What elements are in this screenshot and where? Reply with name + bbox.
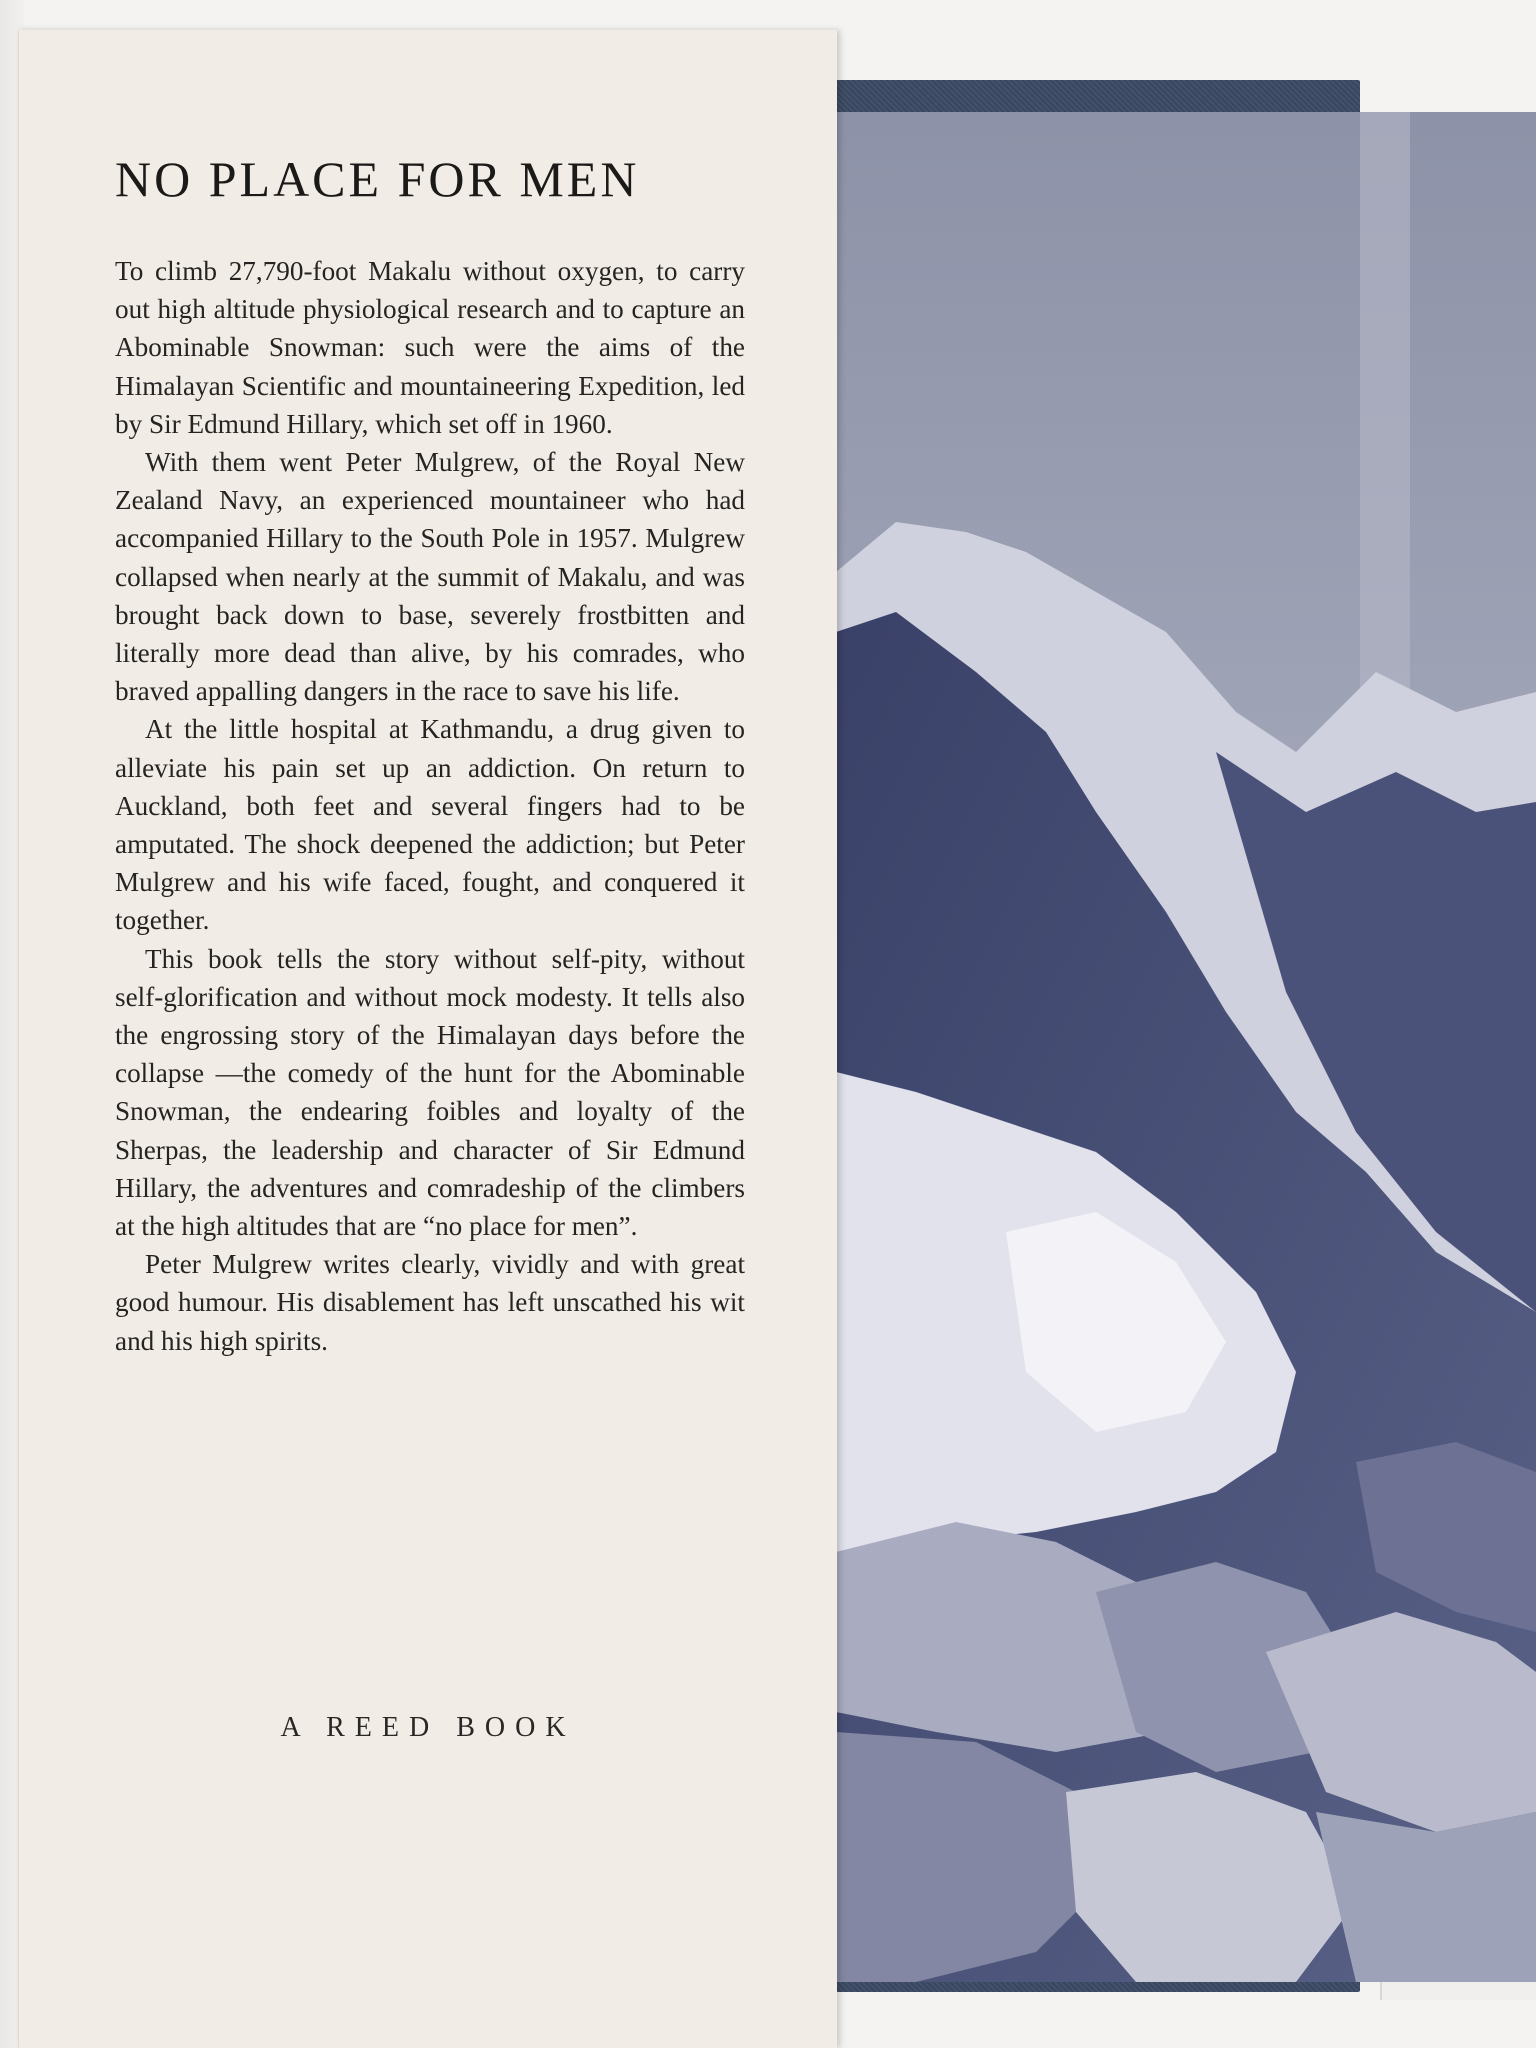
dust-jacket-flap	[18, 30, 837, 2048]
flap-content	[115, 150, 745, 1360]
mountain-photograph	[836, 112, 1536, 1982]
blurb-text	[115, 252, 745, 1360]
blurb-paragraph: With them went Peter Mulgrew, of the Royal New Zealand Navy, an experienced mountaineer who had accompanied Hillary to the South Pole in 1957. Mulgrew collapsed when nearly at the summit of Makalu, and was brought back down to base, severely frostbitten and literally more dead than alive, by his comrades, who braved appalling dangers in the race to save his life.	[115, 447, 745, 707]
blurb-paragraph: At the little hospital at Kathmandu, a drug given to alleviate his pain set up an addiction. On return to Auckland, both feet and several fingers had to be amputated. The shock deepened the addiction; but Peter Mulgrew and his wife faced, fought, and conquered it together.	[115, 714, 745, 936]
blurb-paragraph: To climb 27,790-foot Makalu without oxygen, to carry out high altitude physiological research and to capture an Abominable Snowman: such were the aims of the Himalayan Scientific and mountaineering Expedition, led by Sir Edmund Hillary, which set off in 1960.	[115, 256, 745, 439]
blurb-paragraph: This book tells the story without self-pity, without self-glorification and without mock modesty. It tells also the engrossing story of the Himalayan days before the collapse —the comedy of the hunt for the Abominable Snowman, the endearing foibles and loyalty of the Sherpas, the leadership and character of Sir Edmund Hillary, the adventures and comradeship of the climbers at the high altitudes that are “no place for men”.	[115, 943, 745, 1242]
book-title: NO PLACE FOR MEN	[115, 151, 640, 207]
blurb-paragraph: Peter Mulgrew writes clearly, vividly and with great good humour. His disablement has left unscathed his wit and his high spirits.	[115, 1249, 745, 1356]
publisher-imprint: A REED BOOK	[280, 1712, 576, 1743]
